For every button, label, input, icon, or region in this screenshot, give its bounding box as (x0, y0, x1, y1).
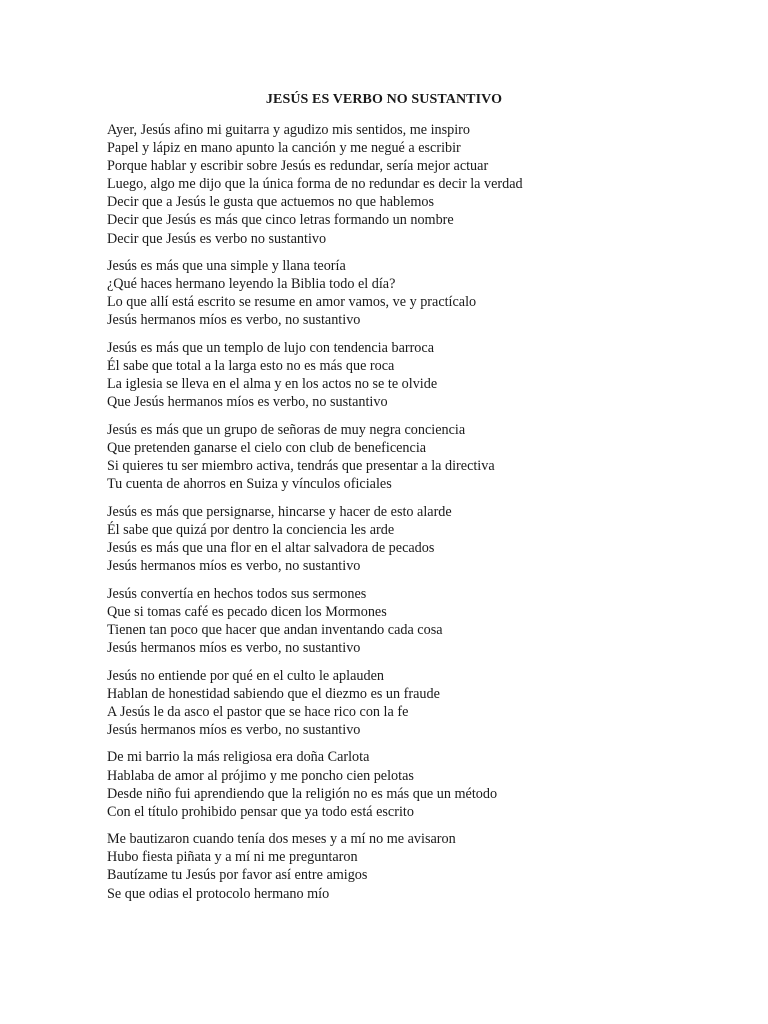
poem-line: Él sabe que total a la larga esto no es más que roca (107, 358, 395, 375)
stanza (107, 257, 747, 329)
poem-line: Con el título prohibido pensar que ya todo está escrito (107, 803, 414, 820)
poem-line: Jesús hermanos míos es verbo, no sustantivo (107, 721, 361, 738)
poem-line: Bautízame tu Jesús por favor así entre amigos (107, 867, 368, 884)
poem-line: Tienen tan poco que hacer que andan inventando cada cosa (107, 621, 443, 638)
poem-line: Hablaba de amor al prójimo y me poncho cien pelotas (107, 767, 414, 784)
poem-line: Que Jesús hermanos míos es verbo, no sustantivo (107, 394, 388, 411)
poem-line: Jesús hermanos míos es verbo, no sustantivo (107, 639, 361, 656)
poem-line: Desde niño fui aprendiendo que la religión no es más que un método (107, 785, 498, 802)
stanza (107, 503, 747, 575)
poem-line: Que pretenden ganarse el cielo con club de beneficencia (107, 440, 427, 456)
poem-line: Ayer, Jesús afino mi guitarra y agudizo mis sentidos, me inspiro (107, 122, 470, 138)
poem-line: Jesús es más que una simple y llana teoría (107, 258, 346, 275)
poem-body (107, 121, 747, 912)
poem-line: Jesús hermanos míos es verbo, no sustantivo (107, 312, 361, 329)
stanza (107, 830, 747, 902)
poem-line: Si quieres tu ser miembro activa, tendrás que presentar a la directiva (107, 458, 495, 475)
poem-line: Jesús no entiende por qué en el culto le aplauden (107, 667, 384, 684)
document-title: JESÚS ES VERBO NO SUSTANTIVO (265, 92, 503, 107)
poem-line: Decir que a Jesús le gusta que actuemos no que hablemos (107, 194, 435, 211)
poem-line: Me bautizaron cuando tenía dos meses y a mí no me avisaron (107, 831, 456, 848)
poem-line: Decir que Jesús es más que cinco letras formando un nombre (107, 212, 454, 229)
poem-line: Hubo fiesta piñata y a mí ni me preguntaron (107, 849, 358, 866)
poem-line: Jesús hermanos míos es verbo, no sustantivo (107, 558, 361, 575)
poem-line: Hablan de honestidad sabiendo que el diezmo es un fraude (107, 685, 440, 702)
poem-line: La iglesia se lleva en el alma y en los actos no se te olvide (107, 376, 438, 393)
poem-line: Jesús convertía en hechos todos sus sermones (107, 585, 367, 602)
poem-line: Luego, algo me dijo que la única forma de no redundar es decir la verdad (107, 176, 523, 193)
stanza (107, 585, 747, 657)
poem-line: Jesús es más que un grupo de señoras de muy negra conciencia (107, 421, 466, 438)
poem-line: Papel y lápiz en mano apunto la canción y me negué a escribir (107, 140, 461, 157)
poem-line: Tu cuenta de ahorros en Suiza y vínculos oficiales (107, 476, 392, 493)
poem-line: Decir que Jesús es verbo no sustantivo (107, 230, 327, 247)
poem-line: A Jesús le da asco el pastor que se hace rico con la fe (107, 703, 409, 720)
poem-line: Jesús es más que una flor en el altar salvadora de pecados (107, 539, 435, 556)
poem-line: Se que odias el protocolo hermano mío (107, 885, 330, 902)
poem-line: Porque hablar y escribir sobre Jesús es redundar, sería mejor actuar (107, 158, 489, 175)
stanza (107, 121, 747, 248)
poem-line: Él sabe que quizá por dentro la conciencia les arde (107, 521, 395, 538)
poem-line: Jesús es más que persignarse, hincarse y hacer de esto alarde (107, 503, 452, 520)
poem-line: De mi barrio la más religiosa era doña Carlota (107, 749, 370, 766)
stanza (107, 748, 747, 820)
poem-line: Lo que allí está escrito se resume en amor vamos, ve y practícalo (107, 294, 477, 311)
stanza (107, 667, 747, 739)
stanza (107, 339, 747, 411)
poem-line: Jesús es más que un templo de lujo con tendencia barroca (107, 340, 434, 357)
poem-line: Que si tomas café es pecado dicen los Mormones (107, 603, 387, 620)
poem-line: ¿Qué haces hermano leyendo la Biblia todo el día? (107, 276, 396, 293)
stanza (107, 421, 747, 493)
